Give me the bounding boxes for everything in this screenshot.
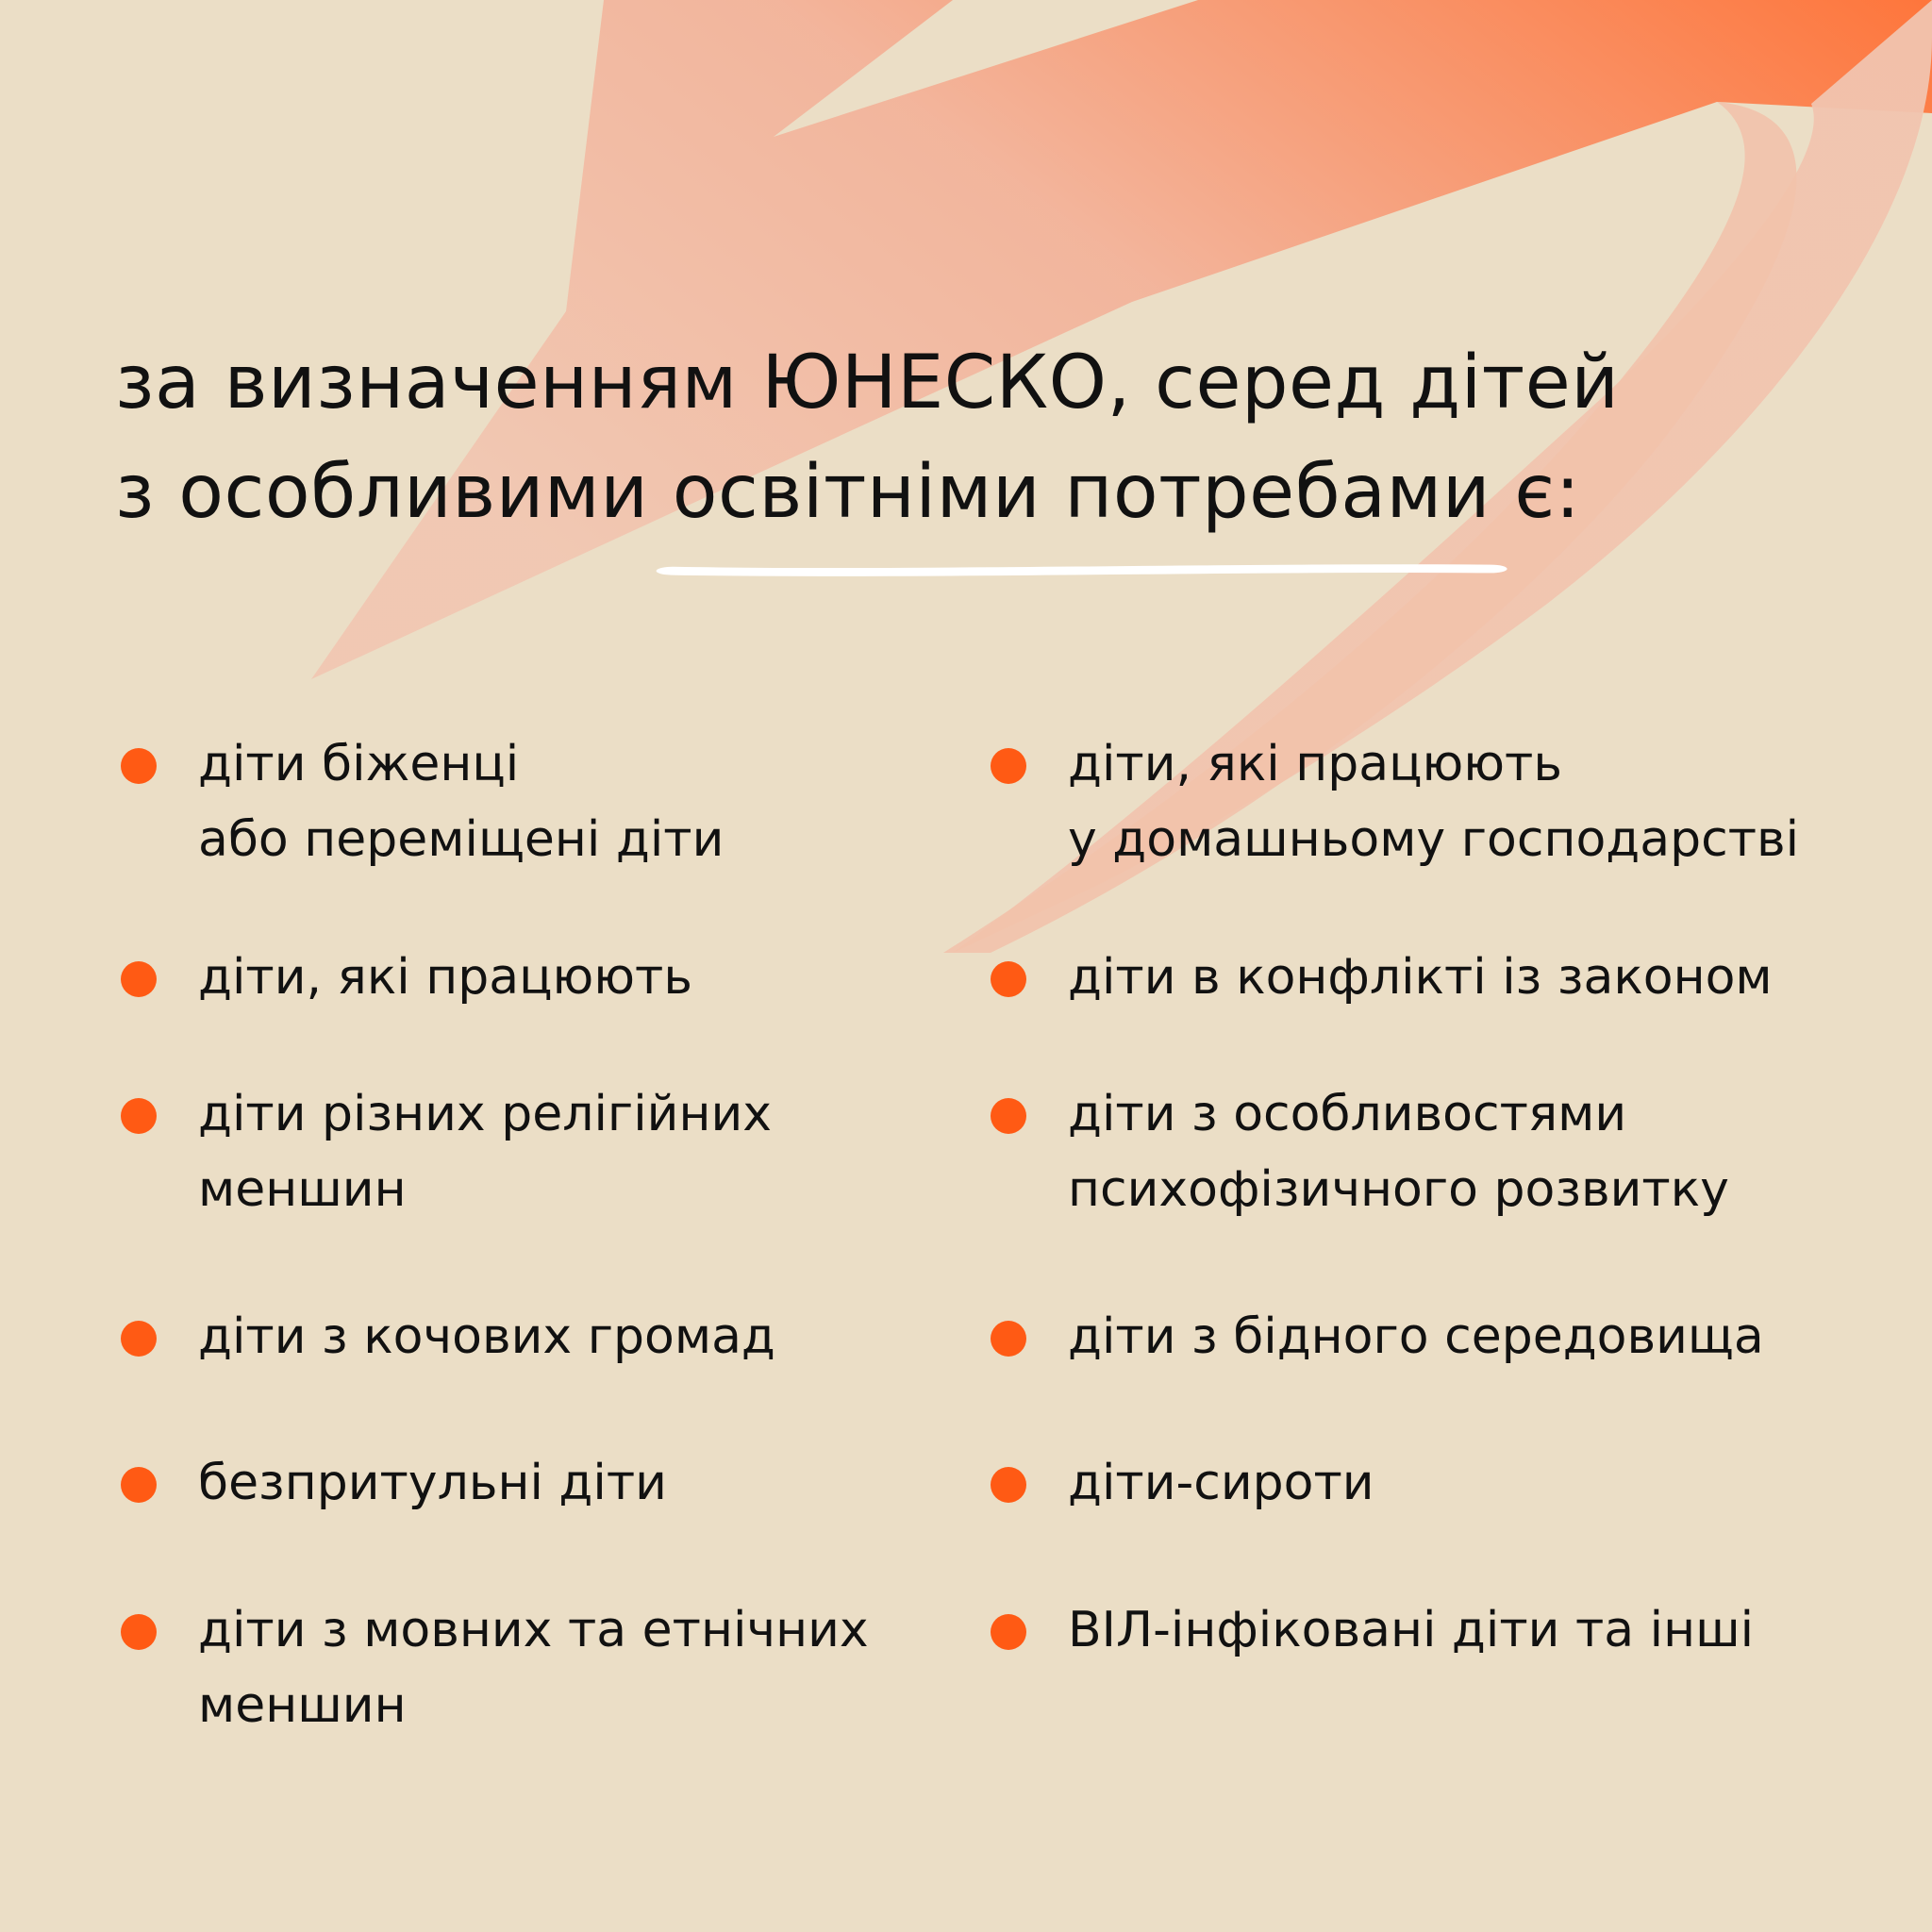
list-item-line: у домашньому господарстві — [1068, 811, 1800, 868]
bullet-dot-icon — [991, 1614, 1026, 1650]
list-item — [991, 1076, 1729, 1227]
list-item-line: діти з мовних та етнічних — [198, 1602, 869, 1658]
list-item-line: діти, які працюють — [198, 949, 692, 1006]
title-highlight-text: освітніми потребами — [672, 450, 1491, 535]
list-item — [121, 1299, 775, 1374]
bullet-dot-icon — [991, 1467, 1026, 1503]
list-item — [121, 1076, 772, 1227]
bullet-dot-icon — [991, 961, 1026, 997]
bullet-dot-icon — [991, 748, 1026, 784]
list-item — [121, 1592, 869, 1743]
bullet-dot-icon — [121, 1321, 157, 1357]
list-item-line: або переміщені діти — [198, 811, 724, 868]
list-item — [991, 726, 1799, 877]
bullet-dot-icon — [121, 961, 157, 997]
list-item — [991, 940, 1773, 1015]
bullet-dot-icon — [121, 1467, 157, 1503]
list-item-line: психофізичного розвитку — [1068, 1161, 1729, 1218]
bullet-dot-icon — [121, 1614, 157, 1650]
bullet-dot-icon — [121, 1098, 157, 1134]
bullet-dot-icon — [121, 748, 157, 784]
list-item-line: діти з бідного середовища — [1068, 1308, 1764, 1365]
list-item-line: безпритульні діти — [198, 1455, 667, 1511]
list-item-line: меншин — [198, 1677, 407, 1734]
list-item-line: меншин — [198, 1161, 407, 1218]
list-item — [991, 1299, 1764, 1374]
list-item — [121, 940, 692, 1015]
list-item-line: діти, які працюють — [1068, 736, 1562, 792]
page-title — [115, 328, 1832, 547]
title-line-2-end: є: — [1491, 450, 1581, 535]
list-item-line: ВІЛ-інфіковані діти та інші — [1068, 1602, 1755, 1658]
title-line-2 — [115, 438, 1832, 547]
title-highlight — [673, 438, 1491, 547]
list-item — [991, 1592, 1754, 1668]
bullet-dot-icon — [991, 1098, 1026, 1134]
title-line-2-start: з особливими — [115, 450, 673, 535]
list-item — [991, 1445, 1374, 1521]
bullet-dot-icon — [991, 1321, 1026, 1357]
list-item — [121, 1445, 667, 1521]
list-item-line: діти в конфлікті із законом — [1068, 949, 1773, 1006]
list-item — [121, 726, 724, 877]
title-line-1: за визначенням ЮНЕСКО, серед дітей — [115, 341, 1620, 425]
underline-stroke — [673, 558, 1491, 579]
list-item-line: діти з особливостями — [1068, 1086, 1627, 1142]
list-item-line: діти-сироти — [1068, 1455, 1374, 1511]
list-item-line: діти біженці — [198, 736, 520, 792]
list-item-line: діти різних релігійних — [198, 1086, 773, 1142]
list-item-line: діти з кочових громад — [198, 1308, 775, 1365]
